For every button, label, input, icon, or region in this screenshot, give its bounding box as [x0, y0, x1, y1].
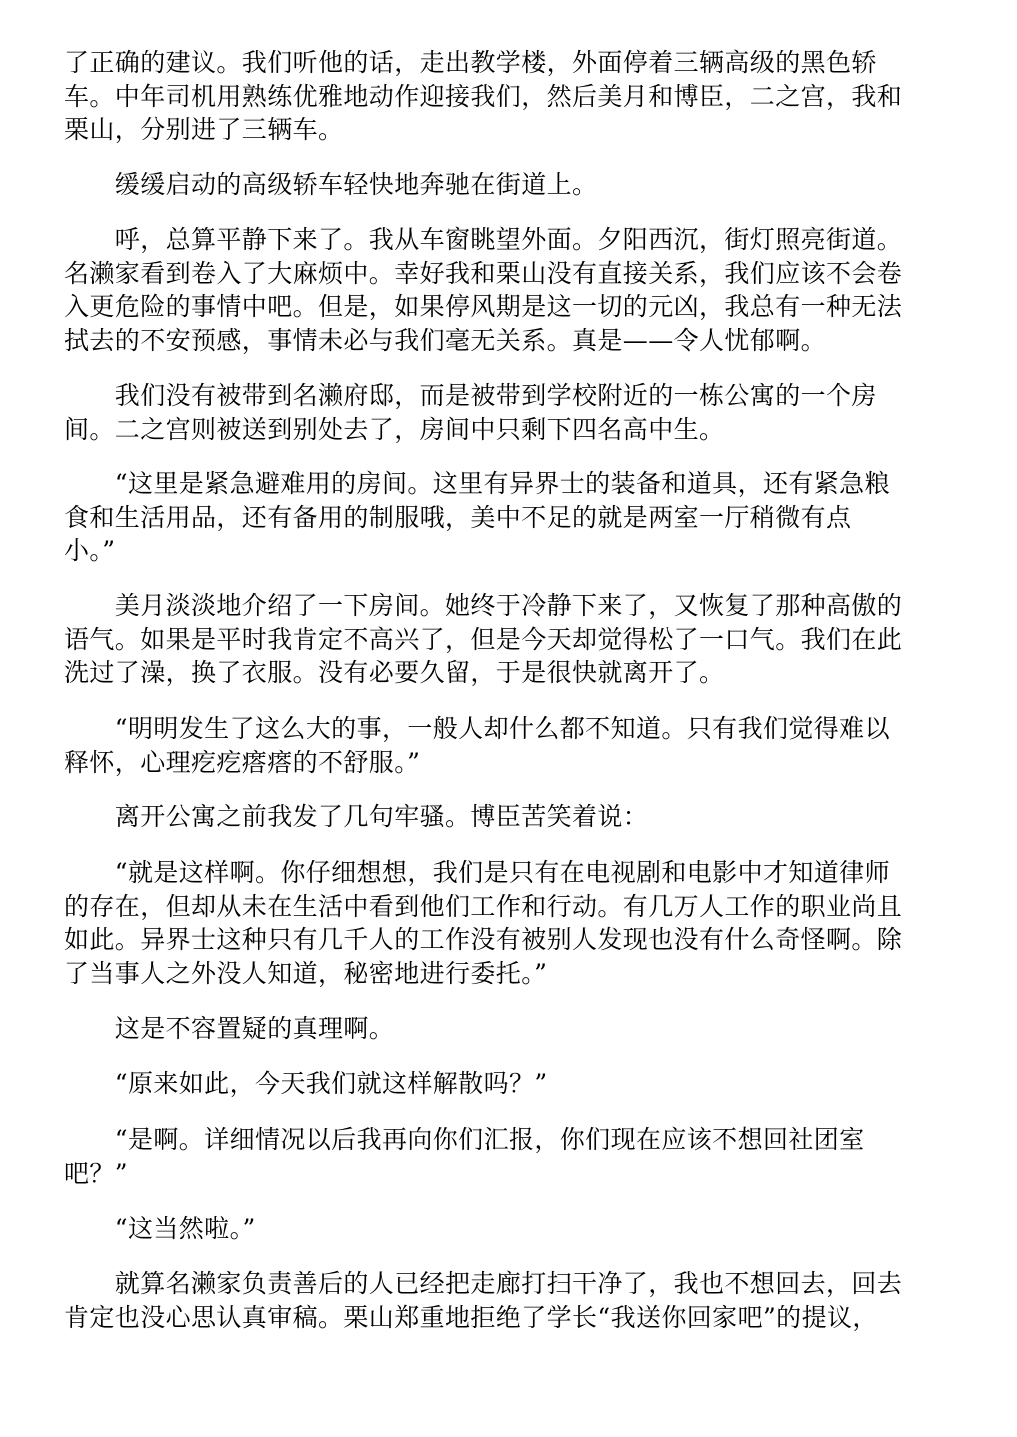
text-line: 洗过了澡，换了衣服。没有必要久留，于是很快就离开了。 — [64, 658, 725, 687]
text-line: 入更危险的事情中吧。但是，如果停风期是这一切的元凶，我总有一种无法 — [64, 292, 903, 321]
text-line: 小。” — [64, 536, 116, 565]
text-line: 肯定也没心思认真审稿。栗山郑重地拒绝了学长“我送你回家吧”的提议， — [64, 1302, 878, 1332]
text-line: 的存在，但却从未在生活中看到他们工作和行动。有几万人工作的职业尚且 — [64, 891, 903, 921]
paragraph — [64, 223, 944, 357]
text-line: 呼，总算平静下来了。我从车窗眺望外面。夕阳西沉，街灯照亮街道。 — [64, 225, 903, 254]
text-line: 栗山，分别进了三辆车。 — [64, 115, 344, 144]
text-line: 了正确的建议。我们听他的话，走出教学楼，外面停着三辆高级的黑色轿 — [64, 48, 877, 77]
paragraph — [64, 800, 944, 834]
paragraph — [64, 589, 944, 690]
text-line: 我们没有被带到名濑府邸，而是被带到学校附近的一栋公寓的一个房 — [64, 381, 877, 410]
paragraph — [64, 1267, 944, 1334]
text-line: 缓缓启动的高级轿车轻快地奔驰在街道上。 — [64, 170, 598, 199]
text-line: 释怀，心理疙疙瘩瘩的不舒服。” — [64, 747, 421, 777]
text-line: 吧？” — [64, 1158, 128, 1188]
text-line: “明明发生了这么大的事，一般人却什么都不知道。只有我们觉得难以 — [64, 714, 890, 743]
text-line: 这是不容置疑的真理啊。 — [64, 1014, 395, 1043]
paragraph — [64, 1123, 944, 1190]
paragraph — [64, 1012, 944, 1046]
paragraph — [64, 168, 944, 202]
text-line: “这当然啦。” — [64, 1214, 256, 1243]
text-line: 食和生活用品，还有备用的制服哦，美中不足的就是两室一厅稍微有点 — [64, 502, 852, 532]
text-line: “是啊。详细情况以后我再向你们汇报，你们现在应该不想回社团室 — [64, 1125, 865, 1154]
paragraph — [64, 1067, 944, 1101]
text-line: 离开公寓之前我发了几句牢骚。博臣苦笑着说： — [64, 802, 649, 831]
paragraph — [64, 712, 944, 779]
paragraph — [64, 46, 944, 147]
paragraph — [64, 379, 944, 446]
text-line: 拭去的不安预感，事情未必与我们毫无关系。真是——令人忧郁啊。 — [64, 325, 827, 355]
text-line: 车。中年司机用熟练优雅地动作迎接我们，然后美月和博臣，二之宫，我和 — [64, 81, 903, 111]
text-line: 就算名濑家负责善后的人已经把走廊打扫干净了，我也不想回去，回去 — [64, 1269, 903, 1298]
text-line: 语气。如果是平时我肯定不高兴了，但是今天却觉得松了一口气。我们在此 — [64, 624, 903, 654]
text-line: 名濑家看到卷入了大麻烦中。幸好我和栗山没有直接关系，我们应该不会卷 — [64, 258, 903, 288]
text-line: 美月淡淡地介绍了一下房间。她终于冷静下来了，又恢复了那种高傲的 — [64, 591, 903, 620]
text-line: 如此。异界士这种只有几千人的工作没有被别人发现也没有什么奇怪啊。除 — [64, 925, 903, 954]
paragraph — [64, 856, 944, 990]
text-line: “就是这样啊。你仔细想想，我们是只有在电视剧和电影中才知道律师 — [64, 858, 890, 887]
text-line: 间。二之宫则被送到别处去了，房间中只剩下四名高中生。 — [64, 414, 725, 444]
text-line: 了当事人之外没人知道，秘密地进行委托。” — [64, 958, 548, 988]
text-line: “这里是紧急避难用的房间。这里有异界士的装备和道具，还有紧急粮 — [64, 469, 890, 498]
paragraph — [64, 467, 944, 568]
text-line: “原来如此，今天我们就这样解散吗？” — [64, 1069, 548, 1098]
paragraph — [64, 1212, 944, 1246]
